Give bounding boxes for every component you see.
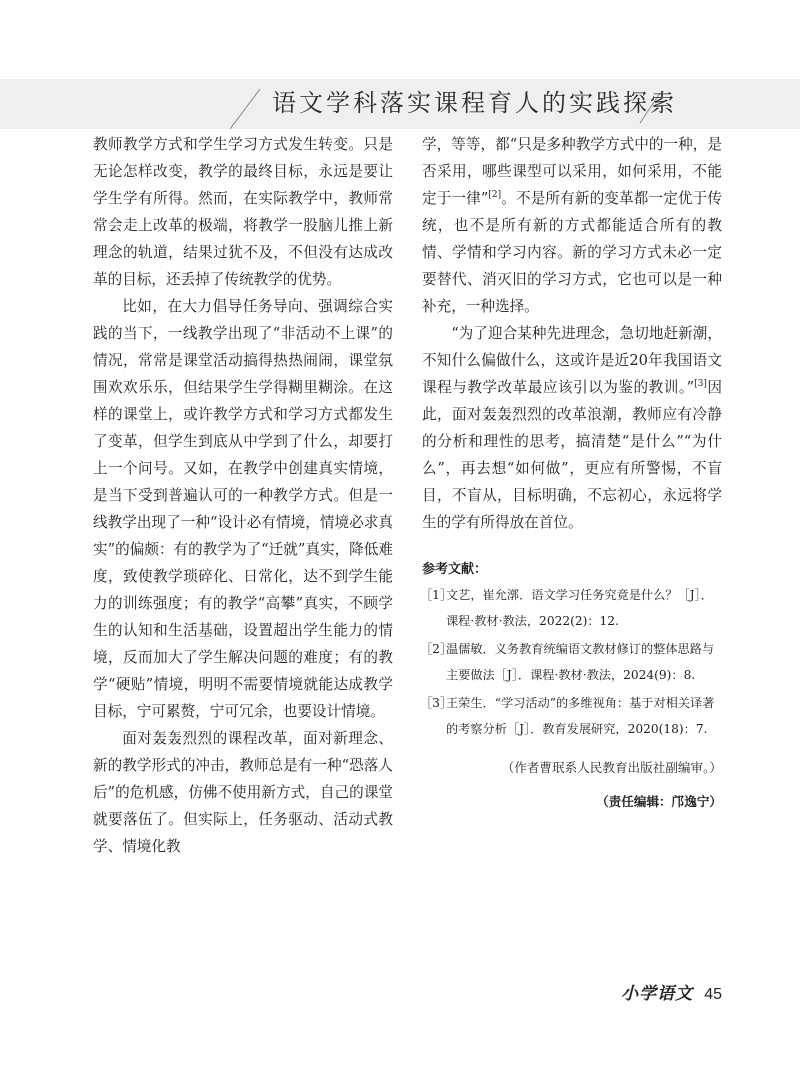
- citation-mark: [3]: [694, 379, 707, 389]
- paragraph: [422, 320, 722, 536]
- reference-item: [422, 690, 722, 742]
- reference-number: ［3］: [420, 696, 453, 710]
- editor-note: （责任编辑：邝逸宁）: [596, 794, 722, 809]
- reference-text: 王荣生．“学习活动”的多维视角：基于对相关译著的考察分析［J］．教育发展研究，2020(18)：7.: [446, 696, 715, 736]
- paragraph-text: 。不是所有新的变革都一定优于传统，也不是所有新的方式都能适合所有的教情、学情和学习内容。新的学习方式未必一定要替代、消灭旧的学习方式，它也可以是一种补充，一种选择。: [422, 190, 722, 315]
- left-column: [93, 131, 393, 860]
- journal-name: 小学语文: [621, 984, 694, 1004]
- citation-mark: [2]: [488, 190, 502, 200]
- paragraph: 比如，在大力倡导任务导向、强调综合实践的当下，一线教学出现了“非活动不上课”的情况，常常是课堂活动搞得热热闹闹，课堂氛围欢欢乐乐，但结果学生学得糊里糊涂。在这样的课堂上，或许教学方式和学习方式都发生了变革，但学生到底从中学到了什么，却要打上一个问号。又如，在教学中创建真实情境，是当下受到普遍认可的一种教学方式。但是一线教学出现了一种“设计必有情境，情境必求真实”的偏颇：有的教学为了“迁就”真实，降低难度，致使教学琐碎化、日常化，达不到学生能力的训练强度；有的教学“高攀”真实，不顾学生的认知和生活基础，设置超出学生能力的情境，反而加大了学生解决问题的难度；有的教学“硬贴”情境，明明不需要情境就能达成教学目标，宁可累赘，宁可冗余，也要设计情境。: [93, 298, 393, 720]
- paragraph: 教师教学方式和学生学习方式发生转变。只是无论怎样改变，教学的最终目标，永远是要让学生学有所得。然而，在实际教学中，教师常常会走上改革的极端，将教学一股脑儿推上新理念的轨道，结果过犹不及，不但没有达成改革的目标，还丢掉了传统教学的优势。: [93, 136, 393, 288]
- reference-item: [422, 636, 722, 688]
- reference-number: ［2］: [420, 642, 453, 656]
- reference-text: 文艺，崔允漷．语文学习任务究竟是什么？［J］．课程·教材·教法，2022(2)：12.: [446, 588, 713, 628]
- paragraph: 面对轰轰烈烈的课程改革，面对新理念、新的教学形式的冲击，教师总是有一种“恐落人后”的危机感，仿佛不使用新方式，自己的课堂就要落伍了。但实际上，任务驱动、活动式教学、情境化教: [93, 730, 393, 855]
- reference-item: [422, 582, 722, 634]
- reference-text: 温儒敏．义务教育统编语文教材修订的整体思路与主要做法［J］．课程·教材·教法，2024(9)：8.: [446, 642, 715, 682]
- right-column: [422, 131, 722, 812]
- article-title: 语文学科落实课程育人的实践探索: [272, 89, 677, 117]
- paragraph-text: 学，等等，都“只是多种教学方式中的一种，是否采用，哪些课型可以采用，如何采用，不能定于一律”: [422, 136, 722, 207]
- paragraph-text: 因此，面对轰轰烈烈的改革浪潮，教师应有冷静的分析和理性的思考，搞清楚“是什么”“为什么”，再去想“如何做”，更应有所警惕，不盲目，不盲从，目标明确，不忘初心，永远将学生的学有所得放在首位。: [422, 379, 722, 531]
- paragraph-text: “为了迎合某种先进理念，急切地赶新潮，不知什么偏做什么，这或许是近20年我国语文课程与教学改革最应该引以为鉴的教训。”: [422, 325, 722, 396]
- page-number: 45: [704, 986, 722, 1003]
- author-note: （作者曹珉系人民教育出版社副编审。）: [501, 760, 722, 775]
- reference-number: ［1］: [420, 588, 453, 602]
- page-footer: [621, 982, 722, 1006]
- references-title: 参考文献：: [422, 562, 488, 577]
- paragraph: [422, 131, 722, 320]
